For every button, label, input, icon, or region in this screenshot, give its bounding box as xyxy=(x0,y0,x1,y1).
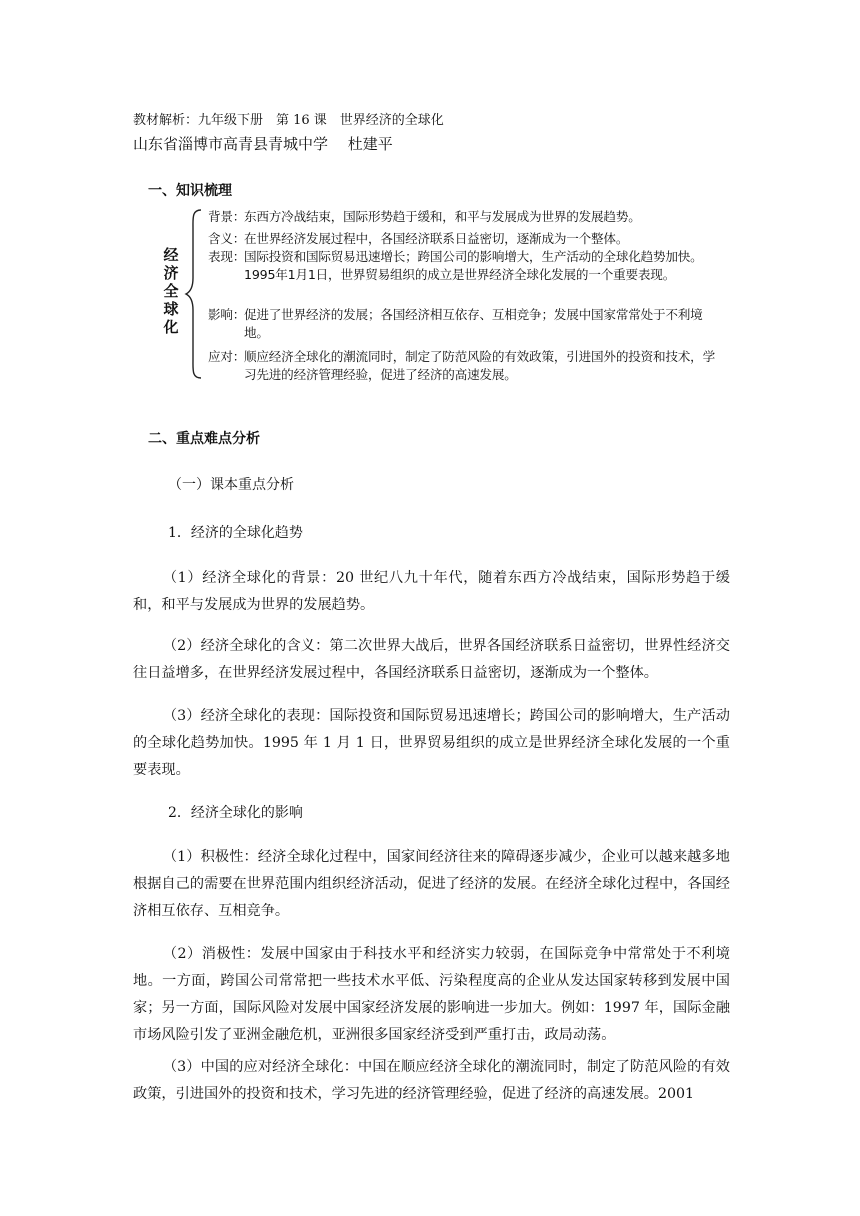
diagram-item-response: 应对：顺应经济全球化的潮流同时，制定了防范风险的有效政策，引进国外的投资和技术，学习先进的经济管理经验，促进了经济的高速发展。 xyxy=(208,349,715,382)
subsection-heading: （一）课本重点分析 xyxy=(168,477,294,493)
diagram-item-background: 背景：东西方冷战结束，国际形势趋于缓和，和平与发展成为世界的发展趋势。 xyxy=(208,209,641,224)
curly-brace-icon xyxy=(184,208,204,380)
paragraph-china-response: （3）中国的应对经济全球化：中国在顺应经济全球化的潮流同时，制定了防范风险的有效政策，引进国外的投资和技术，学习先进的经济管理经验，促进了经济的高速发展。2001 xyxy=(133,1059,730,1102)
point-heading-trend: 1．经济的全球化趋势 xyxy=(168,525,303,541)
document-subtitle: 教材解析：九年级下册 第 16 课 世界经济的全球化 xyxy=(133,113,444,128)
diagram-vertical-label: 经济全球化 xyxy=(163,246,179,336)
section-heading-analysis: 二、重点难点分析 xyxy=(148,431,260,447)
paragraph-negative: （2）消极性：发展中国家由于科技水平和经济实力较弱，在国际竞争中常常处于不利境地。一方面，跨国公司常常把一些技术水平低、污染程度高的企业从发达国家转移到发展中国家；另一方面，国际风险对发展中国家经济发展的影响进一步加大。例如：1997 年，国际金融市场风险引发了亚洲金融危机，亚洲很多国家经济受到严重打击，政局动荡。 xyxy=(133,946,730,1043)
paragraph-performance: （3）经济全球化的表现：国际投资和国际贸易迅速增长；跨国公司的影响增大，生产活动的全球化趋势加快。1995 年 1 月 1 日，世界贸易组织的成立是世界经济全球化发展的一个重要表现。 xyxy=(133,708,730,778)
paragraph-positive: （1）积极性：经济全球化过程中，国家间经济往来的障碍逐步减少，企业可以越来越多地根据自己的需要在世界范围内组织经济活动，促进了经济的发展。在经济全球化过程中，各国经济相互依存、互相竞争。 xyxy=(133,849,730,919)
diagram-item-impact: 影响：促进了世界经济的发展；各国经济相互依存、互相竞争；发展中国家常常处于不利境地。 xyxy=(208,307,703,340)
document-author: 山东省淄博市高青县青城中学 杜建平 xyxy=(133,135,393,153)
diagram-item-performance: 表现：国际投资和国际贸易迅速增长；跨国公司的影响增大，生产活动的全球化趋势加快。1995年1月1日，世界贸易组织的成立是世界经济全球化发展的一个重要表现。 xyxy=(208,249,703,282)
knowledge-diagram xyxy=(160,206,715,390)
diagram-item-meaning: 含义：在世界经济发展过程中，各国经济联系日益密切，逐渐成为一个整体。 xyxy=(208,231,629,246)
point-heading-impact: 2．经济全球化的影响 xyxy=(168,805,303,821)
paragraph-meaning: （2）经济全球化的含义：第二次世界大战后，世界各国经济联系日益密切，世界性经济交往日益增多，在世界经济发展过程中，各国经济联系日益密切，逐渐成为一个整体。 xyxy=(133,638,730,681)
section-heading-knowledge: 一、知识梳理 xyxy=(148,183,232,199)
paragraph-background: （1）经济全球化的背景：20 世纪八九十年代，随着东西方冷战结束，国际形势趋于缓和，和平与发展成为世界的发展趋势。 xyxy=(133,570,730,613)
